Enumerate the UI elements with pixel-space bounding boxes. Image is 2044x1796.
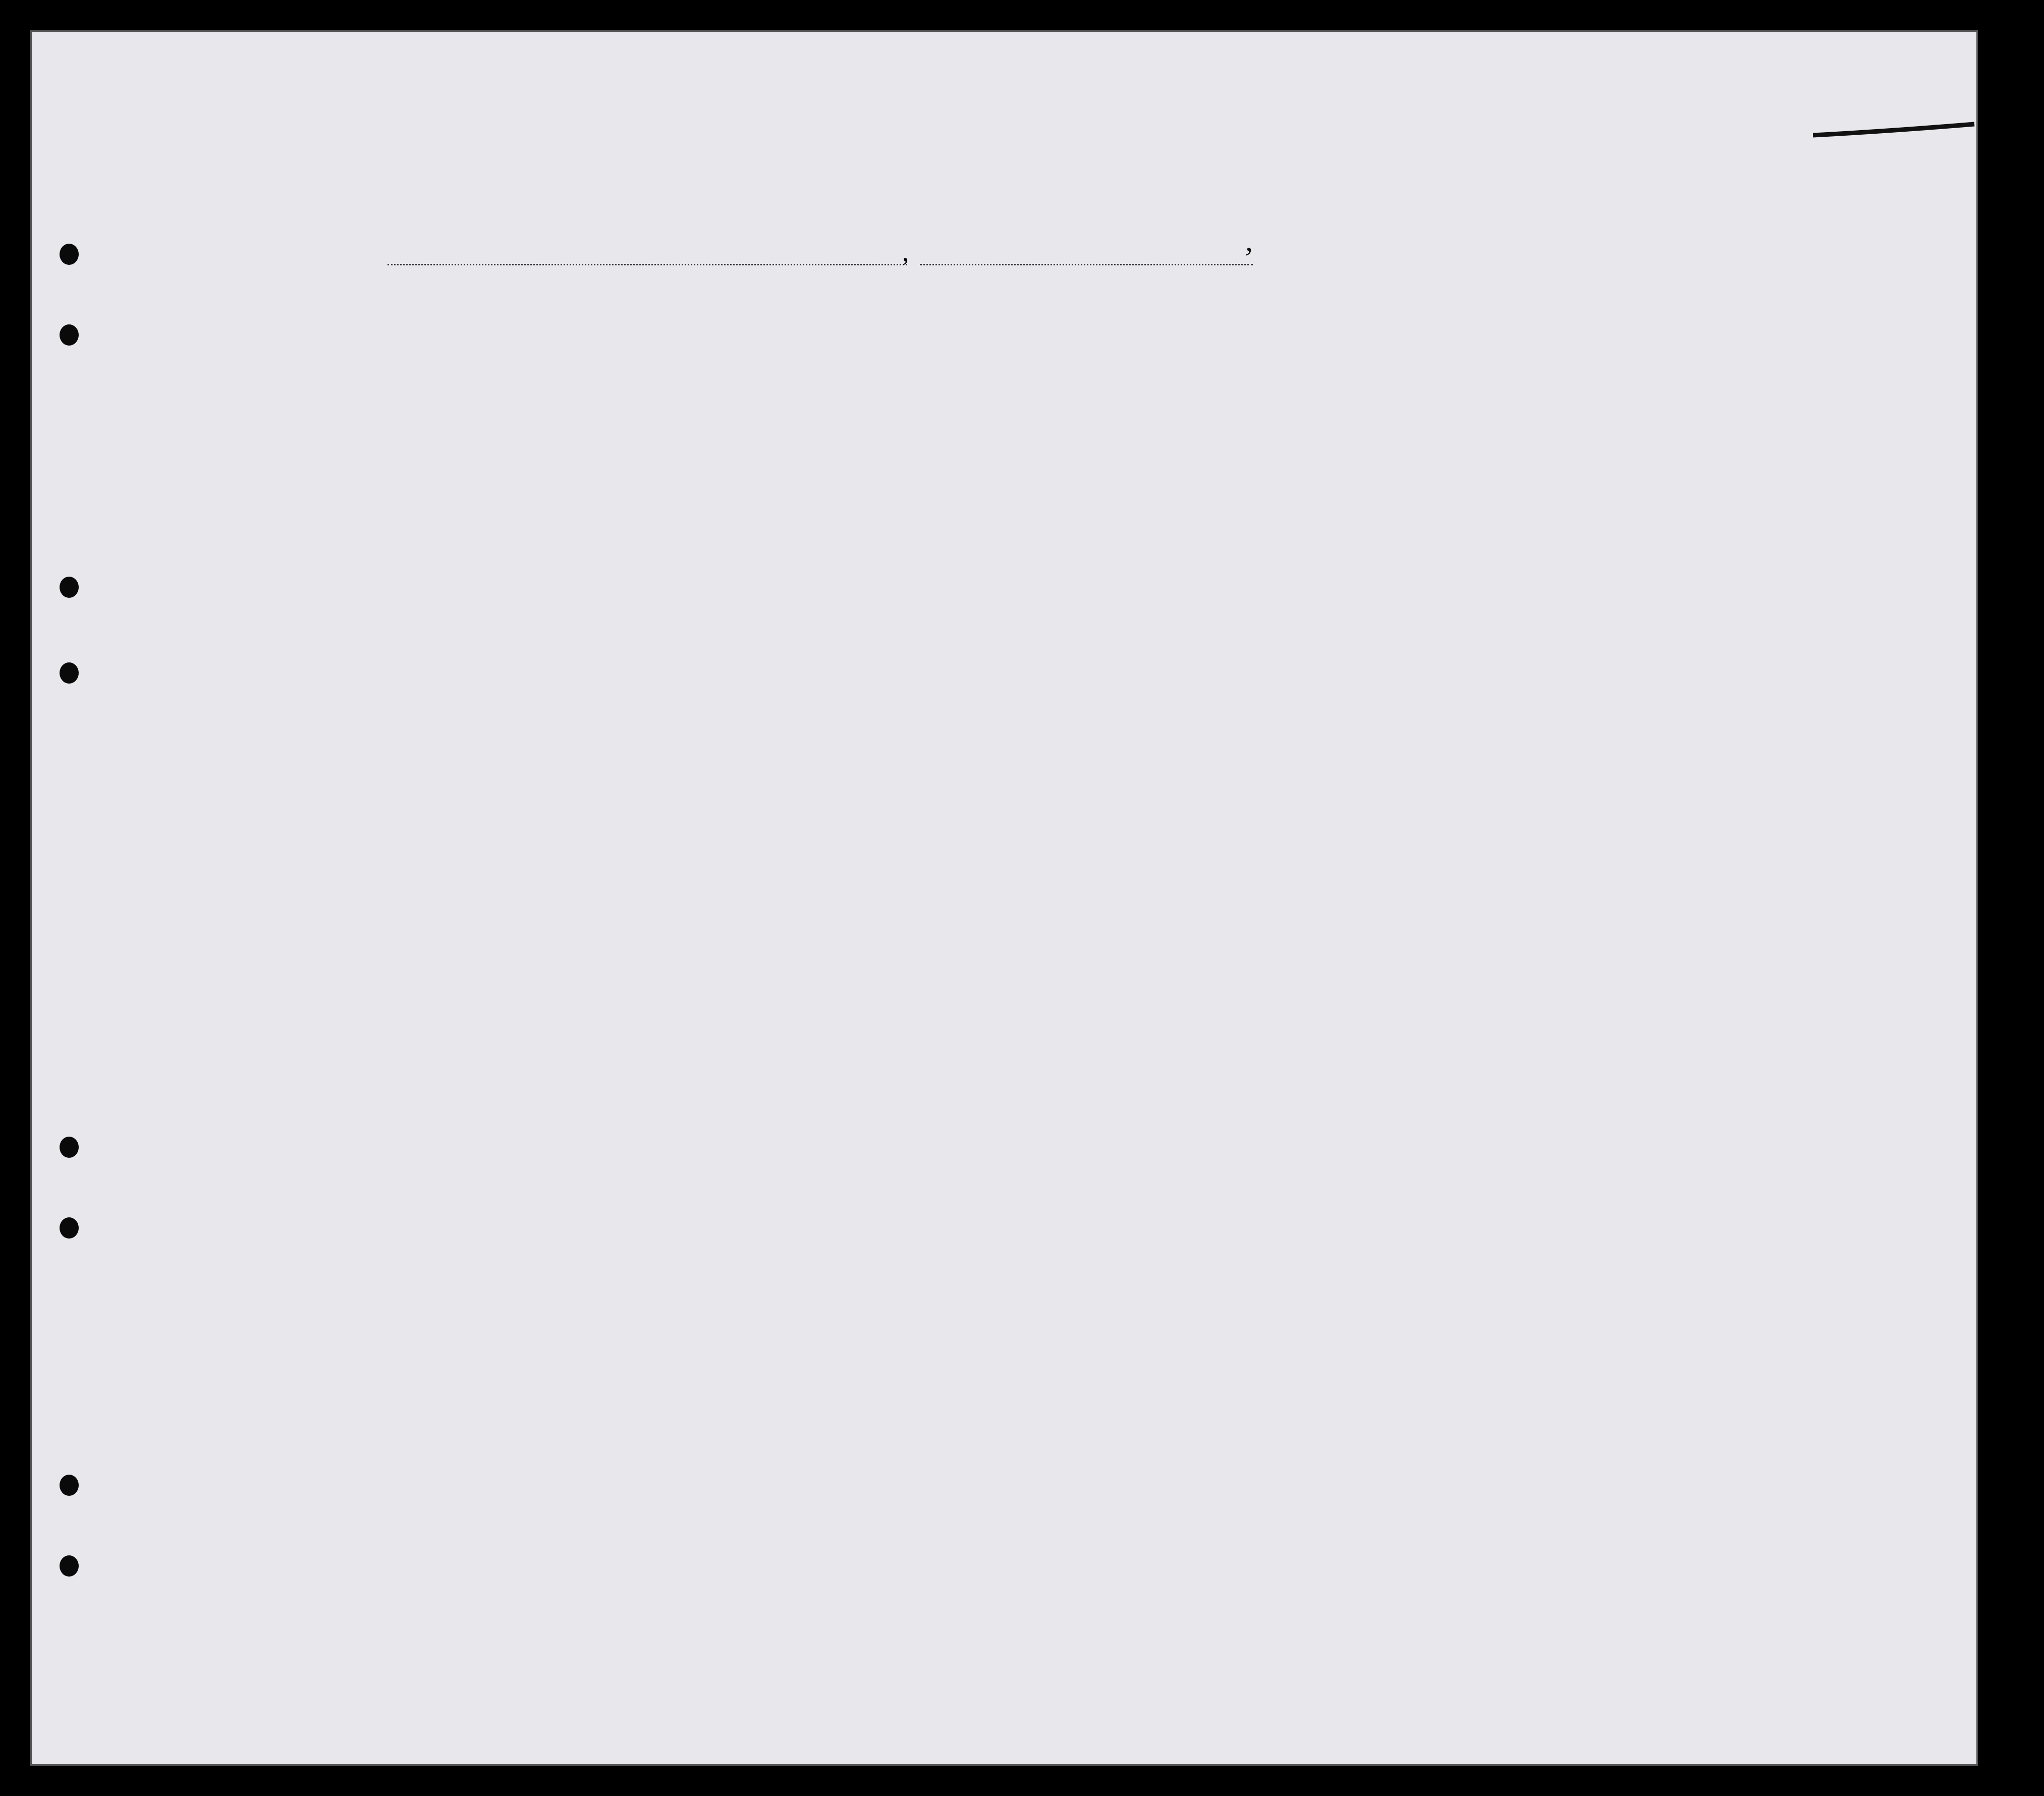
punch-hole bbox=[60, 244, 79, 265]
hdr-34a bbox=[1706, 440, 1721, 471]
hdr-19 bbox=[620, 334, 650, 466]
hdr-24a bbox=[1218, 375, 1258, 471]
hdr-21 bbox=[748, 334, 779, 476]
hdr-25 bbox=[1331, 355, 1387, 471]
hdr-24b bbox=[1260, 375, 1301, 471]
hdr-31 bbox=[1556, 355, 1578, 471]
hdr-28 bbox=[1429, 355, 1495, 471]
manifest-sheet bbox=[30, 30, 1978, 1766]
punch-hole bbox=[60, 662, 79, 684]
punch-hole bbox=[60, 1137, 79, 1158]
punch-hole bbox=[60, 1217, 79, 1239]
year-prefix: , bbox=[1245, 224, 1253, 257]
hdr-29 bbox=[1493, 355, 1533, 471]
manifest-grid bbox=[32, 32, 1978, 1766]
hdr-24c bbox=[1301, 375, 1331, 471]
port-comma: , bbox=[902, 237, 909, 267]
hdr-26 bbox=[1387, 345, 1412, 471]
punch-hole bbox=[60, 1475, 79, 1496]
punch-hole bbox=[60, 577, 79, 598]
hdr-34b bbox=[1731, 430, 1746, 471]
punch-hole bbox=[60, 1555, 79, 1577]
punch-hole bbox=[60, 324, 79, 346]
hdr-30 bbox=[1530, 355, 1556, 471]
